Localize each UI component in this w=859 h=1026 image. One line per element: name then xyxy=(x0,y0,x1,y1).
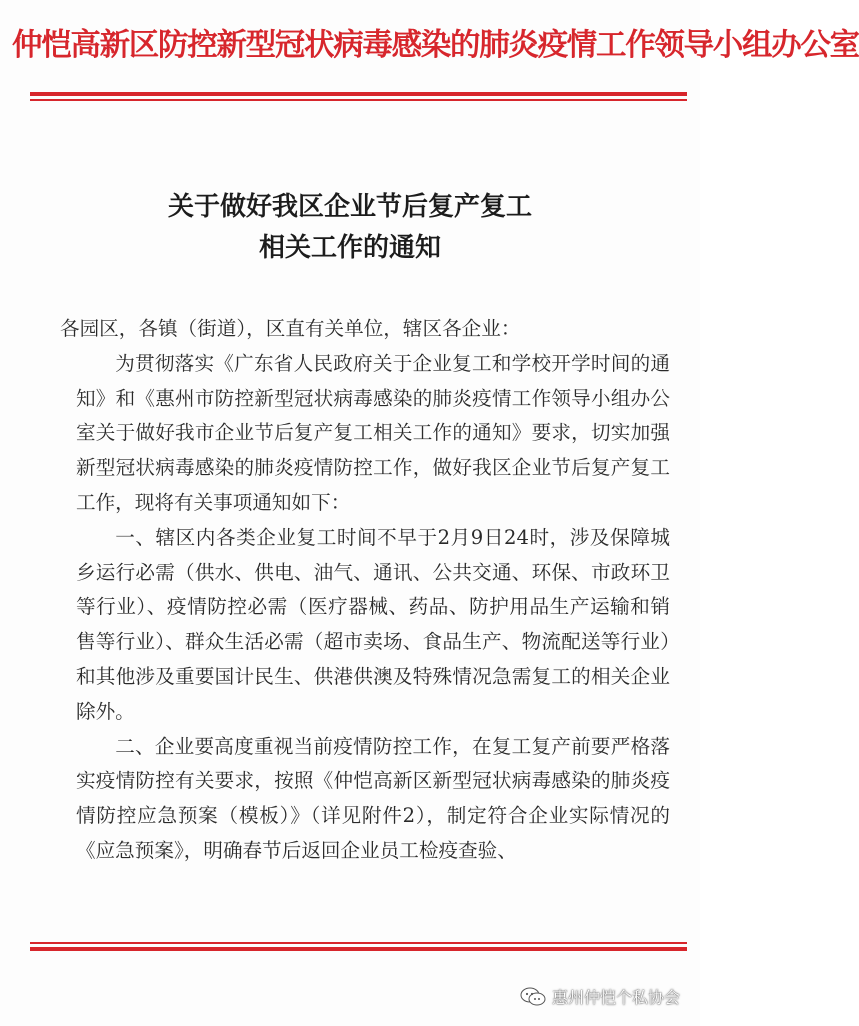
body-paragraph-item-2: 二、企业要高度重视当前疫情防控工作，在复工复产前要严格落实疫情防控有关要求，按照《仲恺高新区新型冠状病毒感染的肺炎疫情防控应急预案（模板）》（详见附件2），制定符合企业实际情况的《应急预案》，明确春节后返回企业员工检疫查验、 xyxy=(76,734,670,862)
watermark xyxy=(520,985,680,1008)
footer-rule-thick xyxy=(30,947,687,951)
body-paragraph-intro: 为贯彻落实《广东省人民政府关于企业复工和学校开学时间的通知》和《惠州市防控新型冠状病毒感染的肺炎疫情工作领导小组办公室关于做好我市企业节后复产复工相关工作的通知》要求，切实加强新型冠状病毒感染的肺炎疫情防控工作，做好我区企业节后复产复工工作，现将有关事项通知如下： xyxy=(76,351,670,514)
letterhead-title: 仲恺高新区防控新型冠状病毒感染的肺炎疫情工作领导小组办公室 xyxy=(12,27,859,63)
document-title-line2: 相关工作的通知 xyxy=(258,233,441,263)
letterhead-rule-thin xyxy=(30,99,687,101)
body-paragraph-item-1: 一、辖区内各类企业复工时间不早于2月9日24时，涉及保障城乡运行必需（供水、供电、油气、通讯、公共交通、环保、市政环卫等行业）、疫情防控必需（医疗器械、药品、防护用品生产运输和销售等行业）、群众生活必需（超市卖场、食品生产、物流配送等行业）和其他涉及重要国计民生、供港供澳及特殊情况急需复工的相关企业除外。 xyxy=(76,525,670,723)
salutation: 各园区，各镇（街道），区直有关单位，辖区各企业： xyxy=(60,317,521,340)
watermark-text: 惠州仲恺个私协会 xyxy=(551,988,680,1007)
letterhead-rule-thick xyxy=(30,92,687,96)
wechat-icon xyxy=(520,987,546,1007)
footer-rule-thin xyxy=(30,942,687,944)
document-body xyxy=(60,312,670,869)
document-title-line1: 关于做好我区企业节后复产复工 xyxy=(167,192,532,222)
